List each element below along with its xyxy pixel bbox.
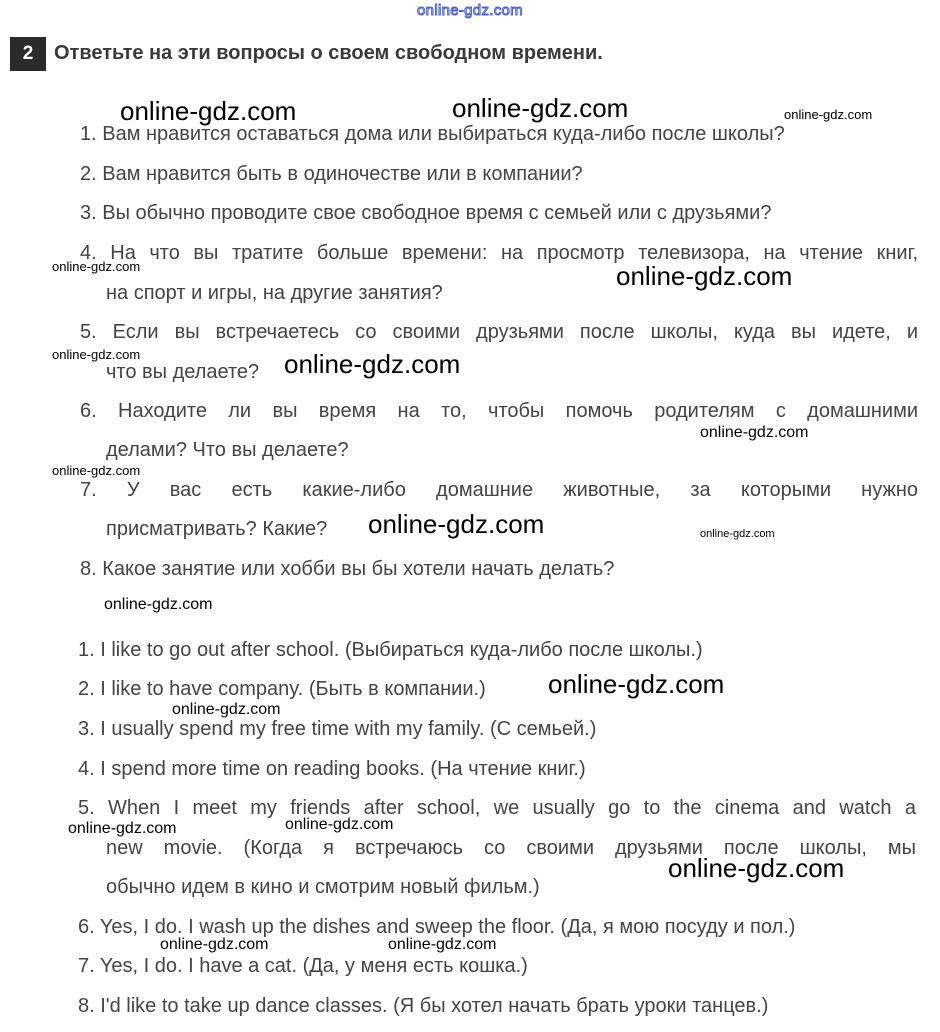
watermark: online-gdz.com xyxy=(104,596,213,613)
answer-2: 2. I like to have company. (Быть в компании.) xyxy=(78,678,486,700)
watermark: online-gdz.com xyxy=(668,853,845,883)
question-1: 1. Вам нравится оставаться дома или выбираться куда-либо после школы? xyxy=(80,123,785,145)
answer-5-line-1: 5. When I meet my friends after school, we usually go to the cinema and watch a xyxy=(78,797,916,819)
question-6-line-1: 6. Находите ли вы время на то, чтобы помочь родителям с домашними xyxy=(80,400,918,422)
watermark: online-gdz.com xyxy=(285,816,394,833)
question-8: 8. Какое занятие или хобби вы бы хотели начать делать? xyxy=(80,558,615,580)
watermark: online-gdz.com xyxy=(616,261,793,291)
question-2: 2. Вам нравится быть в одиночестве или в компании? xyxy=(80,163,583,185)
watermark: online-gdz.com xyxy=(52,259,141,274)
header-watermark: online-gdz.com xyxy=(417,2,523,19)
question-5-line-1: 5. Если вы встречаетесь со своими друзьями после школы, куда вы идете, и xyxy=(80,321,918,343)
watermark: online-gdz.com xyxy=(548,669,725,699)
exercise-number-badge: 2 xyxy=(10,37,46,71)
answer-3: 3. I usually spend my free time with my family. (С семьей.) xyxy=(78,718,597,740)
answer-8: 8. I'd like to take up dance classes. (Я бы хотел начать брать уроки танцев.) xyxy=(78,995,769,1017)
watermark: online-gdz.com xyxy=(52,463,141,478)
watermark: online-gdz.com xyxy=(160,936,269,953)
question-7-line-2: присматривать? Какие? xyxy=(106,518,328,540)
watermark: online-gdz.com xyxy=(700,528,775,540)
answer-7: 7. Yes, I do. I have a cat. (Да, у меня есть кошка.) xyxy=(78,955,528,977)
watermark: online-gdz.com xyxy=(452,93,629,123)
watermark: online-gdz.com xyxy=(52,347,141,362)
watermark: online-gdz.com xyxy=(284,349,461,379)
question-3: 3. Вы обычно проводите свое свободное время с семьей или с друзьями? xyxy=(80,202,772,224)
watermark: online-gdz.com xyxy=(120,96,297,126)
watermark: online-gdz.com xyxy=(700,424,809,441)
watermark: online-gdz.com xyxy=(368,509,545,539)
answer-4: 4. I spend more time on reading books. (На чтение книг.) xyxy=(78,758,586,780)
watermark: online-gdz.com xyxy=(68,820,177,837)
answer-5-line-3: обычно идем в кино и смотрим новый фильм.) xyxy=(106,876,540,898)
answer-1: 1. I like to go out after school. (Выбираться куда-либо после школы.) xyxy=(78,639,703,661)
watermark: online-gdz.com xyxy=(172,701,281,718)
answer-6: 6. Yes, I do. I wash up the dishes and sweep the floor. (Да, я мою посуду и пол.) xyxy=(78,916,796,938)
watermark: online-gdz.com xyxy=(784,107,873,122)
watermark: online-gdz.com xyxy=(388,936,497,953)
answer-5-line-2: new movie. (Когда я встречаюсь со своими друзьями после школы, мы xyxy=(106,837,916,859)
question-6-line-2: делами? Что вы делаете? xyxy=(106,439,349,461)
question-7-line-1: 7. У вас есть какие-либо домашние животные, за которыми нужно xyxy=(80,479,918,501)
question-5-line-2: что вы делаете? xyxy=(106,361,260,383)
question-4-line-2: на спорт и игры, на другие занятия? xyxy=(106,282,443,304)
exercise-title: Ответьте на эти вопросы о своем свободном времени. xyxy=(54,42,603,64)
question-4-line-1: 4. На что вы тратите больше времени: на просмотр телевизора, на чтение книг, xyxy=(80,242,918,264)
